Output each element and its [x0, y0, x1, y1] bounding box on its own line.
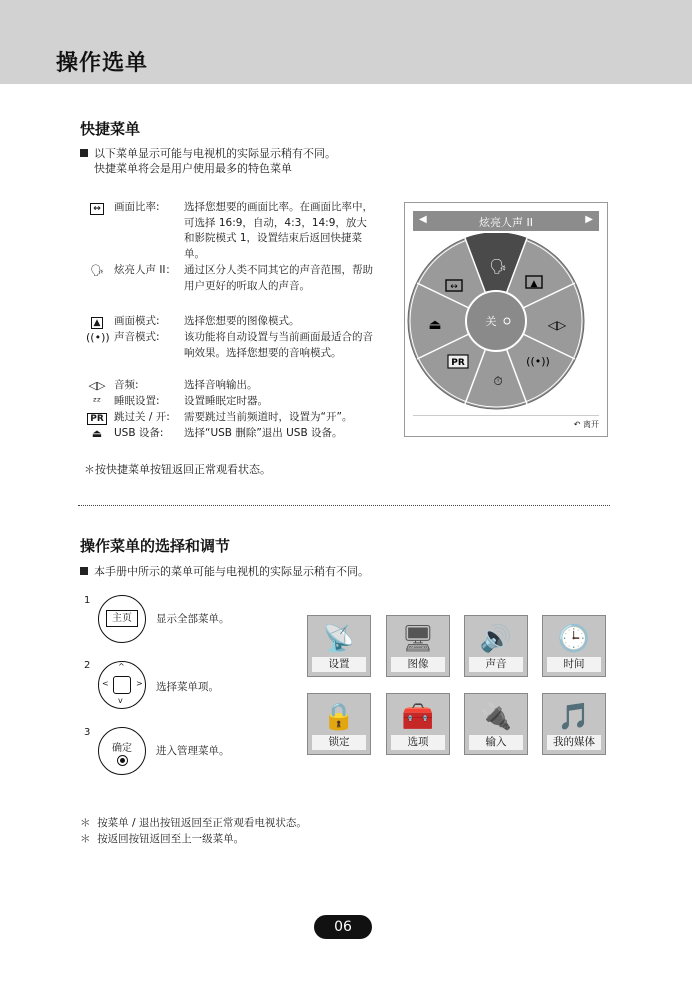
- tile-setup[interactable]: 📡 设置: [307, 615, 371, 677]
- wheel-center-label: 关: [485, 315, 497, 328]
- section-divider: [78, 505, 610, 506]
- media-icon: 🎵: [557, 702, 591, 732]
- up-arrow-icon: ^: [118, 662, 125, 671]
- page-title: 操作选单: [56, 51, 149, 76]
- step-1-label: 显示全部菜单。: [156, 613, 230, 625]
- audio-icon: ◁▷: [88, 379, 106, 392]
- left-arrow-icon: <: [102, 679, 109, 688]
- padlock-icon: 🔒: [322, 702, 356, 732]
- step-1-number: 1: [84, 595, 91, 606]
- audio-icon: ◁▷: [547, 318, 567, 332]
- pr-skip-icon: PR: [86, 410, 108, 424]
- tile-lock[interactable]: 🔒 锁定: [307, 693, 371, 755]
- quick-menu-bar-title: 炫亮人声 II: [479, 216, 533, 229]
- step-3-number: 3: [84, 727, 91, 738]
- enter-button[interactable]: 确定: [98, 727, 146, 775]
- footnote-1: ＊ 按菜单 / 退出按钮返回至正常观看电视状态。: [80, 817, 307, 829]
- sound-mode-icon: ((•)): [526, 355, 550, 368]
- cable-plug-icon: 🔌: [479, 702, 513, 732]
- clear-voice-icon: 🗣: [489, 259, 507, 275]
- tile-my-media[interactable]: 🎵 我的媒体: [542, 693, 606, 755]
- svg-text:▲: ▲: [530, 279, 538, 289]
- sleep-timer-icon: ⏱: [493, 374, 503, 388]
- quick-menu-panel: [404, 202, 608, 437]
- aspect-ratio-icon: ↔: [86, 200, 108, 214]
- left-arrow-icon[interactable]: ◀: [419, 214, 427, 225]
- ops-menu-title: 操作菜单的选择和调节: [80, 537, 231, 555]
- usb-device-icon: ⏏: [428, 317, 442, 333]
- bullet-square-icon: [80, 149, 88, 157]
- step-2-label: 选择菜单项。: [156, 681, 219, 693]
- tv-icon: 🖥: [401, 624, 435, 654]
- tile-option[interactable]: 🧰 选项: [386, 693, 450, 755]
- sleep-timer-icon: ᶻᶻ: [92, 395, 102, 408]
- svg-text:↔: ↔: [450, 282, 458, 292]
- picture-mode-icon: ▲: [86, 314, 108, 328]
- tile-sound[interactable]: 🔊 声音: [464, 615, 528, 677]
- feature-list: ↔ 画面比率: 选择您想要的画面比率。在画面比率中，可选择 16:9，自动，4:3，14:9，放大和影院模式 1，设置结束后返回快捷菜单。 🗣 炫亮人声 II： 通过区分人类不同其它的声音范围，帮助用户更好的听取人的声音。 ▲ 画面模式: 选择您想要的图像模式。 ((•)) 声音模式: 该功能将自动设置与当前画面最适合的音响效果。选择您想要的音响模式。 ◁▷ 音频: 选择音响输出。 ᶻᶻ 睡眠设置: 设置睡眠定时器。 PR 跳过关 / 开: 需要跳过当前频道时，设置为“开”。 ⏏ USB 设备: 选择“USB 删除”退出 USB 设备。: [86, 201, 373, 440]
- quick-menu-wheel: [405, 233, 609, 413]
- right-arrow-icon: >: [136, 679, 143, 688]
- quick-menu-title: 快捷菜单: [80, 120, 141, 138]
- home-button[interactable]: 主页: [98, 595, 146, 643]
- step-2-number: 2: [84, 660, 91, 671]
- speaker-icon: 🔊: [479, 624, 513, 654]
- satellite-dish-icon: 📡: [322, 624, 356, 654]
- step-3-label: 进入管理菜单。: [156, 745, 230, 757]
- quick-menu-note: 以下菜单显示可能与电视机的实际显示稍有不同。 快捷菜单将会是用户使用最多的特色菜单: [80, 146, 336, 176]
- footnote-2: ＊ 按返回按钮返回至上一级菜单。: [80, 833, 245, 845]
- direction-pad[interactable]: [98, 661, 146, 709]
- ops-menu-note: 本手册中所示的菜单可能与电视机的实际显示稍有不同。: [80, 564, 369, 579]
- tile-time[interactable]: 🕒 时间: [542, 615, 606, 677]
- exit-hint[interactable]: ↶ 离开: [573, 420, 599, 429]
- right-arrow-icon[interactable]: ▶: [585, 214, 593, 225]
- down-arrow-icon: v: [118, 696, 123, 705]
- bullet-square-icon: [80, 567, 88, 575]
- clear-voice-icon: 🗣: [90, 264, 104, 277]
- quick-menu-bar: [413, 211, 599, 231]
- ok-square-icon: [113, 676, 131, 694]
- usb-device-icon: ⏏: [91, 427, 103, 440]
- toolbox-icon: 🧰: [401, 702, 435, 732]
- sound-mode-icon: ((•)): [86, 331, 110, 344]
- page-number: 06: [314, 915, 372, 939]
- tile-input[interactable]: 🔌 输入: [464, 693, 528, 755]
- svg-text:PR: PR: [451, 358, 465, 368]
- quick-menu-footer-note: ＊按快捷菜单按钮返回正常观看状态。: [84, 463, 271, 476]
- panel-divider: [413, 415, 599, 416]
- tile-picture[interactable]: 🖥 图像: [386, 615, 450, 677]
- enter-dot-icon: [117, 755, 128, 766]
- clock-icon: 🕒: [557, 624, 591, 654]
- header-band: [0, 0, 692, 84]
